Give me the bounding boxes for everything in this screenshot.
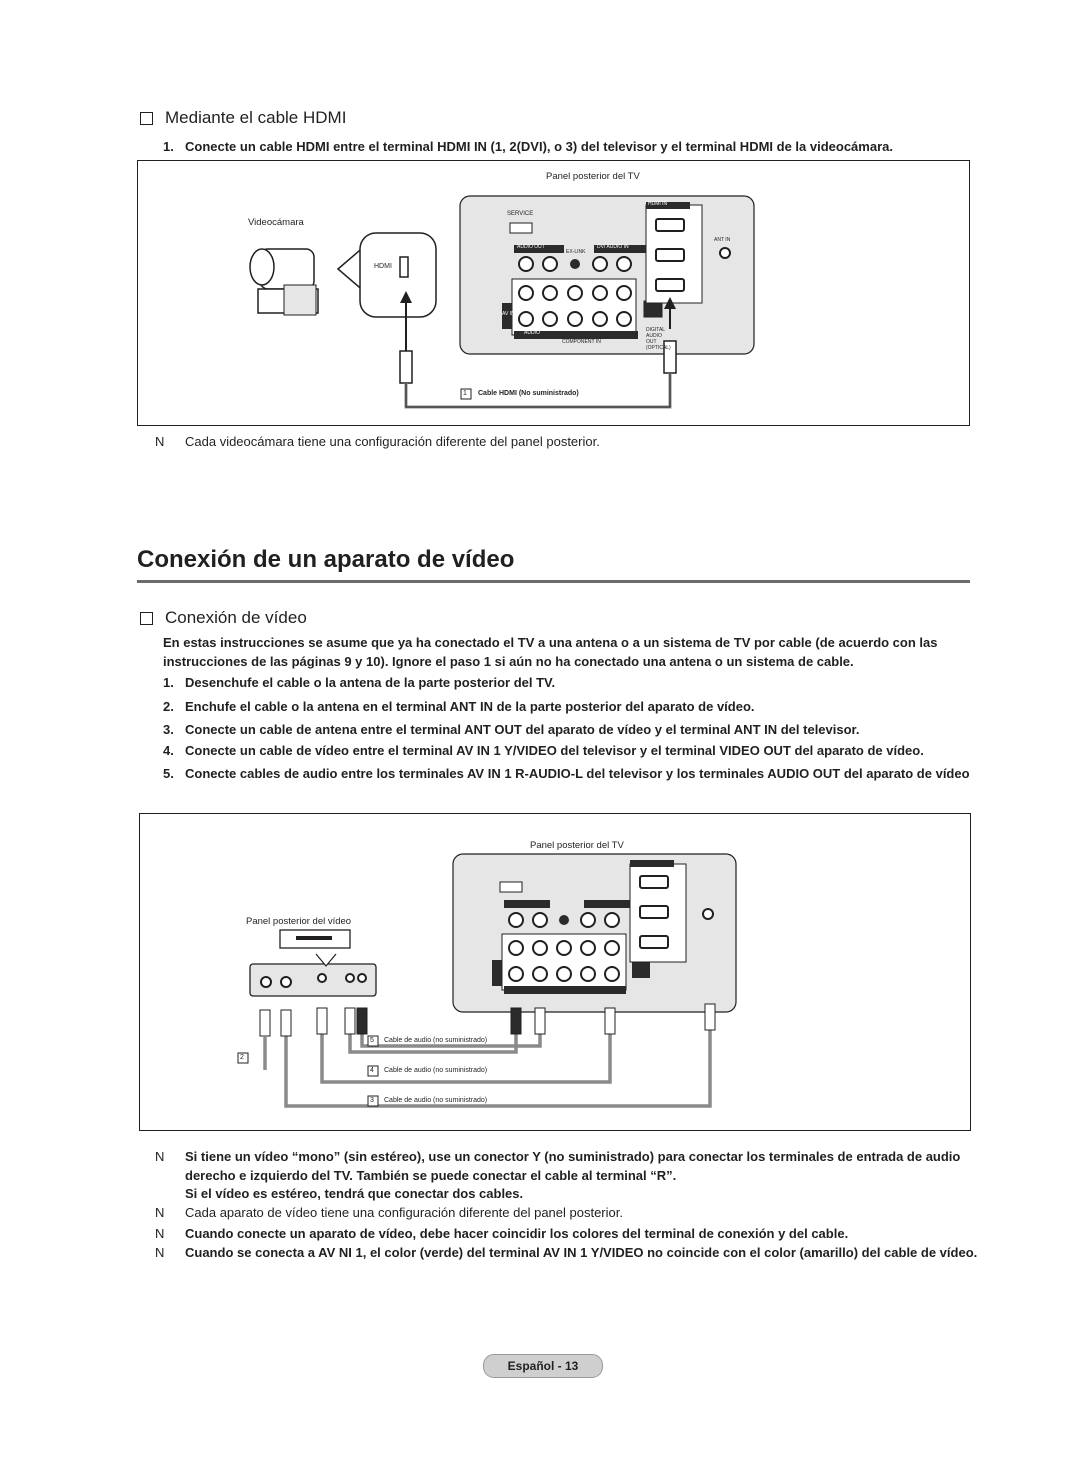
step-number: 1. xyxy=(163,675,174,690)
dvi-audio-in-label: DVI AUDIO IN xyxy=(597,244,629,250)
ant-in-jack xyxy=(703,909,713,919)
rca-plug xyxy=(535,1008,545,1034)
rca-plug xyxy=(317,1008,327,1034)
note-text: Cuando conecte un aparato de vídeo, debe hacer coincidir los colores del terminal de conexión y del cable. xyxy=(185,1226,849,1241)
video-diagram-svg xyxy=(140,814,970,1130)
step-text: Conecte un cable de vídeo entre el terminal AV IN 1 Y/VIDEO del televisor y el terminal VIDEO OUT del aparato de vídeo. xyxy=(185,743,924,758)
hdmi-diagram-svg xyxy=(138,161,969,425)
step-text: Conecte cables de audio entre los terminales AV IN 1 R-AUDIO-L del televisor y los terminales AUDIO OUT del aparato de vídeo xyxy=(185,766,970,781)
hdmi-port-2 xyxy=(656,249,684,261)
step-text: Desenchufe el cable o la antena de la parte posterior del TV. xyxy=(185,675,556,690)
audio-out-label: AUDIO OUT xyxy=(517,244,545,250)
hdmi-heading xyxy=(138,108,346,128)
note-marker xyxy=(155,1184,185,1203)
cable4-number: 4 xyxy=(370,1067,374,1074)
ant-plug xyxy=(260,1010,270,1036)
cable4-label: Cable de audio (no suministrado) xyxy=(384,1067,488,1074)
camcorder-hdmi-port xyxy=(400,257,408,277)
cable5-label: Cable de audio (no suministrado) xyxy=(384,1037,488,1044)
av-in-label: AV IN xyxy=(502,311,515,317)
video-diagram xyxy=(139,813,971,1131)
hdmi-callout xyxy=(360,233,436,317)
intro-text: En estas instrucciones se asume que ya ha conectado el TV a una antena o a un sistema de TV por cable (de acuerdo con las instrucciones de las páginas 9 y 10). Ignore el paso 1 si aún no ha conectado una antena o un sistema de cable. xyxy=(163,635,938,669)
cable3-label: Cable de audio (no suministrado) xyxy=(384,1097,488,1104)
note-text: Cada videocámara tiene una configuración diferente del panel posterior. xyxy=(185,434,600,449)
step-text: Enchufe el cable o la antena en el terminal ANT IN de la parte posterior del aparato de vídeo. xyxy=(185,699,755,714)
step-number: 2. xyxy=(163,699,174,714)
dvi-audio-label-bg xyxy=(584,900,630,908)
cable5-number: 5 xyxy=(370,1037,374,1044)
video-note-2 xyxy=(155,1184,1003,1203)
step2-number: 2 xyxy=(240,1054,244,1061)
camcorder-icon xyxy=(250,249,318,315)
video-step-2 xyxy=(163,697,983,716)
video-note-3 xyxy=(155,1203,1003,1222)
component-label-bg xyxy=(504,986,626,994)
hdmi-port-label: HDMI xyxy=(374,263,392,270)
hdmi-port-1 xyxy=(656,279,684,291)
checkbox-bullet-icon xyxy=(140,112,153,125)
note-marker: N xyxy=(155,1245,165,1260)
video-step-5 xyxy=(163,764,973,783)
cable3-number: 3 xyxy=(370,1097,374,1104)
ant-in-label: ANT IN xyxy=(714,237,731,243)
audio-jack xyxy=(593,257,607,271)
video-note-5 xyxy=(155,1243,980,1262)
ex-link-label: EX-LINK xyxy=(566,249,586,255)
hdmi-port-2 xyxy=(640,906,668,918)
step-number: 4. xyxy=(163,743,174,758)
checkbox-bullet-icon xyxy=(140,612,153,625)
vcr-icon xyxy=(250,930,376,996)
video-intro xyxy=(163,633,993,671)
rca-plug xyxy=(605,1008,615,1034)
section-rule xyxy=(137,580,970,583)
hdmi-cable-label: Cable HDMI (No suministrado) xyxy=(478,390,579,397)
hdmi-port-3 xyxy=(656,219,684,231)
video-heading xyxy=(138,608,307,628)
audio-jack xyxy=(543,257,557,271)
video-heading-text: Conexión de vídeo xyxy=(165,608,307,627)
note-text: Si tiene un vídeo “mono” (sin estéreo), use un conector Y (no suministrado) para conectar los terminales de entrada de audio derecho e izquierdo del TV. También se puede conectar el cable al terminal “R”. xyxy=(185,1149,961,1183)
audio-jack xyxy=(617,257,631,271)
hdmi-note xyxy=(155,432,975,451)
service-label: SERVICE xyxy=(507,211,534,217)
rca-plug xyxy=(357,1008,367,1034)
audio-out-label-bg xyxy=(504,900,550,908)
hdmi-port-3 xyxy=(640,876,668,888)
hdmi-plug-left xyxy=(400,351,412,383)
hdmi-in-label: HDMI IN xyxy=(648,201,668,207)
hdmi-in-label-bg xyxy=(630,860,674,867)
rca-plug xyxy=(511,1008,521,1034)
cable-number: 1 xyxy=(463,390,467,397)
video-note-1 xyxy=(155,1147,1003,1185)
tv-panel-label: Panel posterior del TV xyxy=(546,171,640,182)
hdmi-diagram xyxy=(137,160,970,426)
ant-plug xyxy=(281,1010,291,1036)
step-text: Conecte un cable de antena entre el terminal ANT OUT del aparato de vídeo y el terminal ANT IN del televisor. xyxy=(185,722,860,737)
audio-label: AUDIO xyxy=(524,330,540,336)
vcr-panel-label: Panel posterior del vídeo xyxy=(246,916,352,927)
video-step-4 xyxy=(163,741,993,760)
optical-port xyxy=(632,962,650,978)
note-marker: N xyxy=(155,1226,165,1241)
video-note-4 xyxy=(155,1224,1003,1243)
note-text: Cada aparato de vídeo tiene una configuración diferente del panel posterior. xyxy=(185,1205,623,1220)
component-in-label: COMPONENT IN xyxy=(562,339,601,345)
video-step-3 xyxy=(163,720,983,739)
step-number: 1. xyxy=(163,139,174,154)
hdmi-port-1 xyxy=(640,936,668,948)
hdmi-heading-text: Mediante el cable HDMI xyxy=(165,108,347,127)
service-port xyxy=(510,223,532,233)
av-in-label-bg xyxy=(492,960,502,986)
page-number: Español - 13 xyxy=(483,1354,603,1378)
audio-jack xyxy=(519,257,533,271)
ex-link-jack xyxy=(570,259,580,269)
step-number: 5. xyxy=(163,766,174,781)
note-marker: N xyxy=(155,434,165,449)
section-title: Conexión de un aparato de vídeo xyxy=(137,546,515,573)
rca-plug xyxy=(345,1008,355,1034)
video-step-1 xyxy=(163,673,983,692)
ant-plug xyxy=(705,1004,715,1030)
note-marker: N xyxy=(155,1205,165,1220)
note-text: Cuando se conecta a AV NI 1, el color (verde) del terminal AV IN 1 Y/VIDEO no coincide con el color (amarillo) del cable de vídeo. xyxy=(185,1245,978,1260)
tv-panel-label: Panel posterior del TV xyxy=(530,840,624,851)
service-port xyxy=(500,882,522,892)
note-text: Si el vídeo es estéreo, tendrá que conectar dos cables. xyxy=(185,1186,524,1201)
step-number: 3. xyxy=(163,722,174,737)
hdmi-step-1 xyxy=(163,137,973,156)
digital-audio-out-label: DIGITAL AUDIO OUT (OPTICAL) xyxy=(646,327,671,351)
camcorder-label: Videocámara xyxy=(248,217,304,228)
ant-in-jack xyxy=(720,248,730,258)
note-marker: N xyxy=(155,1149,165,1164)
step-text: Conecte un cable HDMI entre el terminal HDMI IN (1, 2(DVI), o 3) del televisor y el terminal HDMI de la videocámara. xyxy=(185,139,893,154)
